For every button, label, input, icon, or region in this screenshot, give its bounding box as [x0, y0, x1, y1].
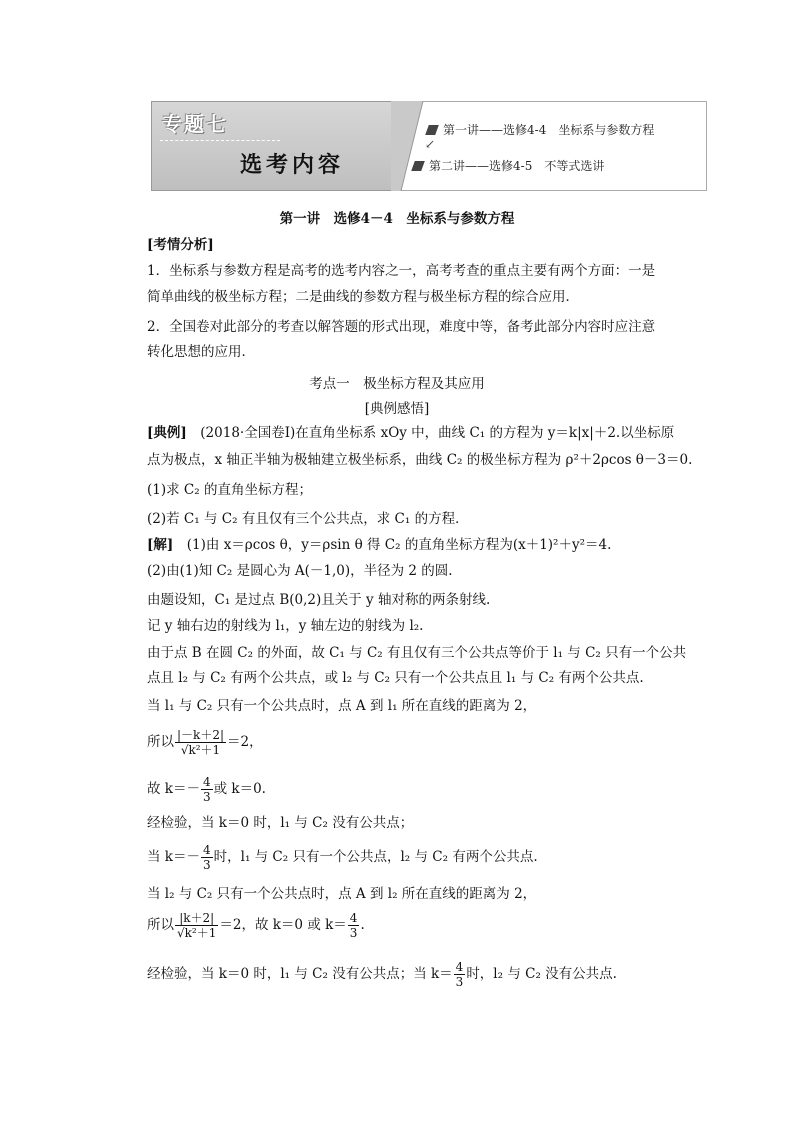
lecture-2: 第二讲——选修4-5 不等式选讲	[413, 157, 604, 174]
solution-9: 经检验，当 k＝0 时，l₁ 与 C₂ 没有公共点；	[147, 815, 414, 831]
solution-8: 故 k＝－ $\frac{4}{3}$ 或 k＝0.	[147, 775, 266, 804]
fraction: $\frac{4}{3}$	[202, 843, 211, 872]
fraction: $\frac{4}{3}$	[202, 775, 211, 804]
solution-12: 所以 $\frac{|k+2|}{\text{√k²＋1}}$ ＝2，故 k＝0 或 k＝ $\frac{4}{3}$ .	[147, 911, 365, 940]
divider	[160, 140, 280, 141]
banner-topic-panel	[151, 101, 423, 191]
topic-label: 专题七	[162, 112, 228, 136]
solution-7: 所以 $\frac{|-k+2|}{\text{√k²＋1}}$ ＝2，	[147, 728, 263, 757]
arrow-down-icon: ↙	[425, 137, 436, 151]
analysis-label: [考情分析]	[147, 237, 214, 253]
chapter-banner	[151, 101, 707, 191]
section-heading: 第一讲 选修4－4 坐标系与参数方程	[279, 211, 515, 227]
analysis-2a: 2．全国卷对此部分的考查以解答题的形式出现，难度中等，备考此部分内容时应注意	[147, 319, 656, 335]
point-title: 考点一 极坐标方程及其应用	[309, 376, 485, 392]
fraction: $\frac{|k+2|}{\text{√k²＋1}}$	[177, 911, 217, 940]
solution-10: 当 k＝－ $\frac{4}{3}$ 时，l₁ 与 C₂ 只有一个公共点，l₂ 与 C₂ 有两个公共点.	[147, 843, 538, 872]
fraction: $\frac{4}{3}$	[455, 960, 464, 989]
topic-title: 选考内容	[240, 153, 345, 178]
analysis-1a: 1．坐标系与参数方程是高考的选考内容之一，高考考查的重点主要有两个方面：一是	[147, 263, 656, 279]
example-header: [典例感悟]	[364, 401, 430, 417]
bar-icon	[411, 161, 425, 171]
fraction: $\frac{|-k+2|}{\text{√k²＋1}}$	[177, 728, 224, 757]
bar-icon	[425, 125, 439, 135]
solution-4: 记 y 轴右边的射线为 l₁，y 轴左边的射线为 l₂.	[147, 618, 424, 634]
solution-13: 经检验，当 k＝0 时，l₁ 与 C₂ 没有公共点；当 k＝ $\frac{4}{3}$ 时，l₂ 与 C₂ 没有公共点.	[147, 960, 617, 989]
example-line-1: [典例] (2018·全国卷Ⅰ)在直角坐标系 xOy 中，曲线 C₁ 的方程为 y＝k|x|＋2.以坐标原	[147, 425, 675, 441]
solution-5b: 点且 l₂ 与 C₂ 有两个公共点，或 l₂ 与 C₂ 只有一个公共点且 l₁ 与 C₂ 有两个公共点.	[147, 670, 644, 686]
analysis-1b: 简单曲线的极坐标方程；二是曲线的参数方程与极坐标方程的综合应用．	[147, 289, 579, 305]
solution-1: [解] (1)由 x＝ρcos θ，y＝ρsin θ 得 C₂ 的直角坐标方程为(x＋1)²＋y²＝4.	[147, 537, 612, 553]
analysis-2b: 转化思想的应用．	[147, 344, 255, 360]
question-1: (1)求 C₂ 的直角坐标方程；	[147, 482, 312, 498]
solution-6: 当 l₁ 与 C₂ 只有一个公共点时，点 A 到 l₁ 所在直线的距离为 2，	[147, 698, 537, 714]
solution-11: 当 l₂ 与 C₂ 只有一个公共点时，点 A 到 l₂ 所在直线的距离为 2，	[147, 886, 537, 902]
solution-2: (2)由(1)知 C₂ 是圆心为 A(－1,0)，半径为 2 的圆.	[147, 563, 453, 579]
question-2: (2)若 C₁ 与 C₂ 有且仅有三个公共点，求 C₁ 的方程．	[147, 511, 469, 527]
solution-3: 由题设知，C₁ 是过点 B(0,2)且关于 y 轴对称的两条射线.	[147, 592, 491, 608]
lecture-1: 第一讲——选修4-4 坐标系与参数方程	[427, 121, 654, 138]
banner-divider-shape	[391, 101, 451, 191]
solution-5a: 由于点 B 在圆 C₂ 的外面，故 C₁ 与 C₂ 有且仅有三个公共点等价于 l₁ 与 C₂ 只有一个公共	[147, 645, 687, 661]
fraction: $\frac{4}{3}$	[349, 911, 358, 940]
example-line-2: 点为极点，x 轴正半轴为极轴建立极坐标系，曲线 C₂ 的极坐标方程为 ρ²＋2ρcos θ－3＝0.	[147, 452, 693, 468]
